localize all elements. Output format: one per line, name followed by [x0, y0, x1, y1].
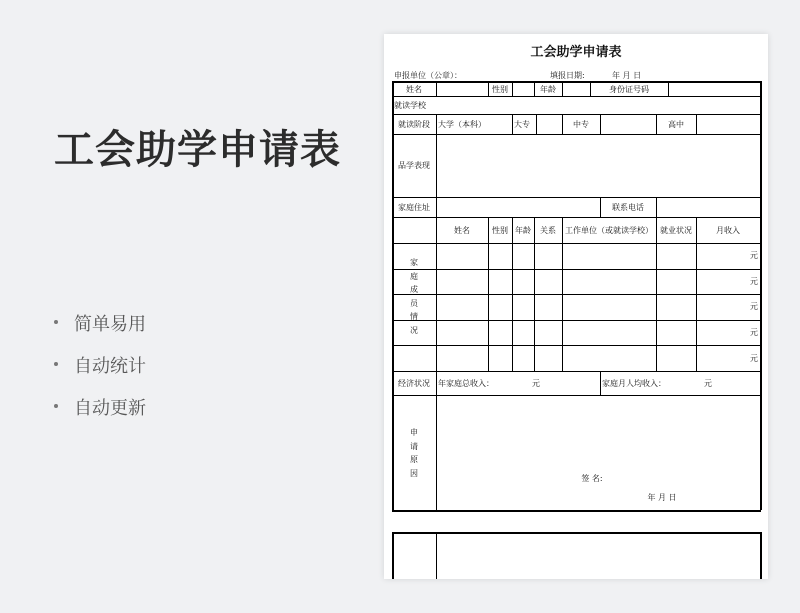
- grid-line: [562, 81, 563, 96]
- label-stage: 就读阶段: [398, 119, 430, 129]
- bullet-icon: [54, 362, 58, 366]
- label-junior-college: 大专: [514, 119, 530, 129]
- bullet-icon: [54, 320, 58, 324]
- label-economy: 经济状况: [398, 378, 430, 388]
- grid-line: [600, 114, 601, 134]
- grid-line: [696, 114, 697, 134]
- grid-line: [760, 532, 762, 579]
- label-name: 姓名: [406, 84, 422, 94]
- grid-line: [392, 134, 760, 135]
- grid-line: [392, 81, 760, 83]
- label-high: 高中: [668, 119, 684, 129]
- label-secondary: 中专: [573, 119, 589, 129]
- income-unit: 元: [750, 302, 758, 312]
- grid-line: [392, 532, 394, 579]
- label-age: 年龄: [540, 84, 556, 94]
- grid-line: [392, 510, 761, 512]
- grid-line: [436, 81, 437, 96]
- grid-line: [656, 197, 657, 217]
- grid-line: [392, 532, 760, 534]
- family-header-relation: 关系: [540, 225, 556, 235]
- family-header-age: 年龄: [515, 225, 531, 235]
- grid-line: [668, 81, 669, 96]
- hero-title: 工会助学申请表: [54, 127, 341, 173]
- grid-line: [760, 81, 762, 510]
- grid-line: [436, 114, 437, 510]
- bullet-icon: [54, 404, 58, 408]
- reason-date: 年 月 日: [647, 492, 677, 502]
- label-address: 家庭住址: [398, 202, 430, 212]
- income-unit: 元: [750, 328, 758, 338]
- family-header-work: 工作单位（或就读学校）: [565, 225, 653, 235]
- label-gender: 性别: [492, 84, 508, 94]
- grid-line: [536, 114, 537, 134]
- label-annual-income: 年家庭总收入：: [438, 378, 494, 388]
- form-preview: [384, 34, 768, 579]
- grid-line: [392, 395, 760, 396]
- annual-income-unit: 元: [532, 378, 540, 388]
- label-phone: 联系电话: [612, 202, 644, 212]
- label-monthly-avg: 家庭月人均收入：: [602, 378, 666, 388]
- grid-line: [512, 81, 513, 96]
- label-id-number: 身份证号码: [609, 84, 649, 94]
- form-title: 工会助学申请表: [530, 45, 622, 60]
- grid-line: [436, 532, 437, 579]
- org-label: 申报单位（公章）：: [394, 71, 462, 80]
- label-performance: 品学表现: [398, 161, 430, 170]
- income-unit: 元: [750, 251, 758, 261]
- fill-date-units: 年 月 日: [612, 71, 642, 80]
- family-header-gender: 性别: [492, 225, 508, 235]
- reason-label: 申 请 原 因: [410, 428, 418, 478]
- family-header-name: 姓名: [454, 225, 470, 235]
- family-header-employment: 就业状况: [660, 225, 692, 235]
- grid-line: [392, 197, 760, 198]
- label-school: 就读学校: [394, 100, 426, 110]
- label-college: 大学（本科）: [438, 119, 486, 129]
- family-header-income: 月收入: [716, 225, 740, 235]
- family-label: 家 庭 成 员 情 况: [410, 258, 418, 335]
- signature-label: 签 名:: [581, 473, 603, 483]
- monthly-avg-unit: 元: [704, 378, 712, 388]
- income-unit: 元: [750, 353, 758, 363]
- income-unit: 元: [750, 276, 758, 286]
- fill-date-label: 填报日期:: [550, 71, 585, 80]
